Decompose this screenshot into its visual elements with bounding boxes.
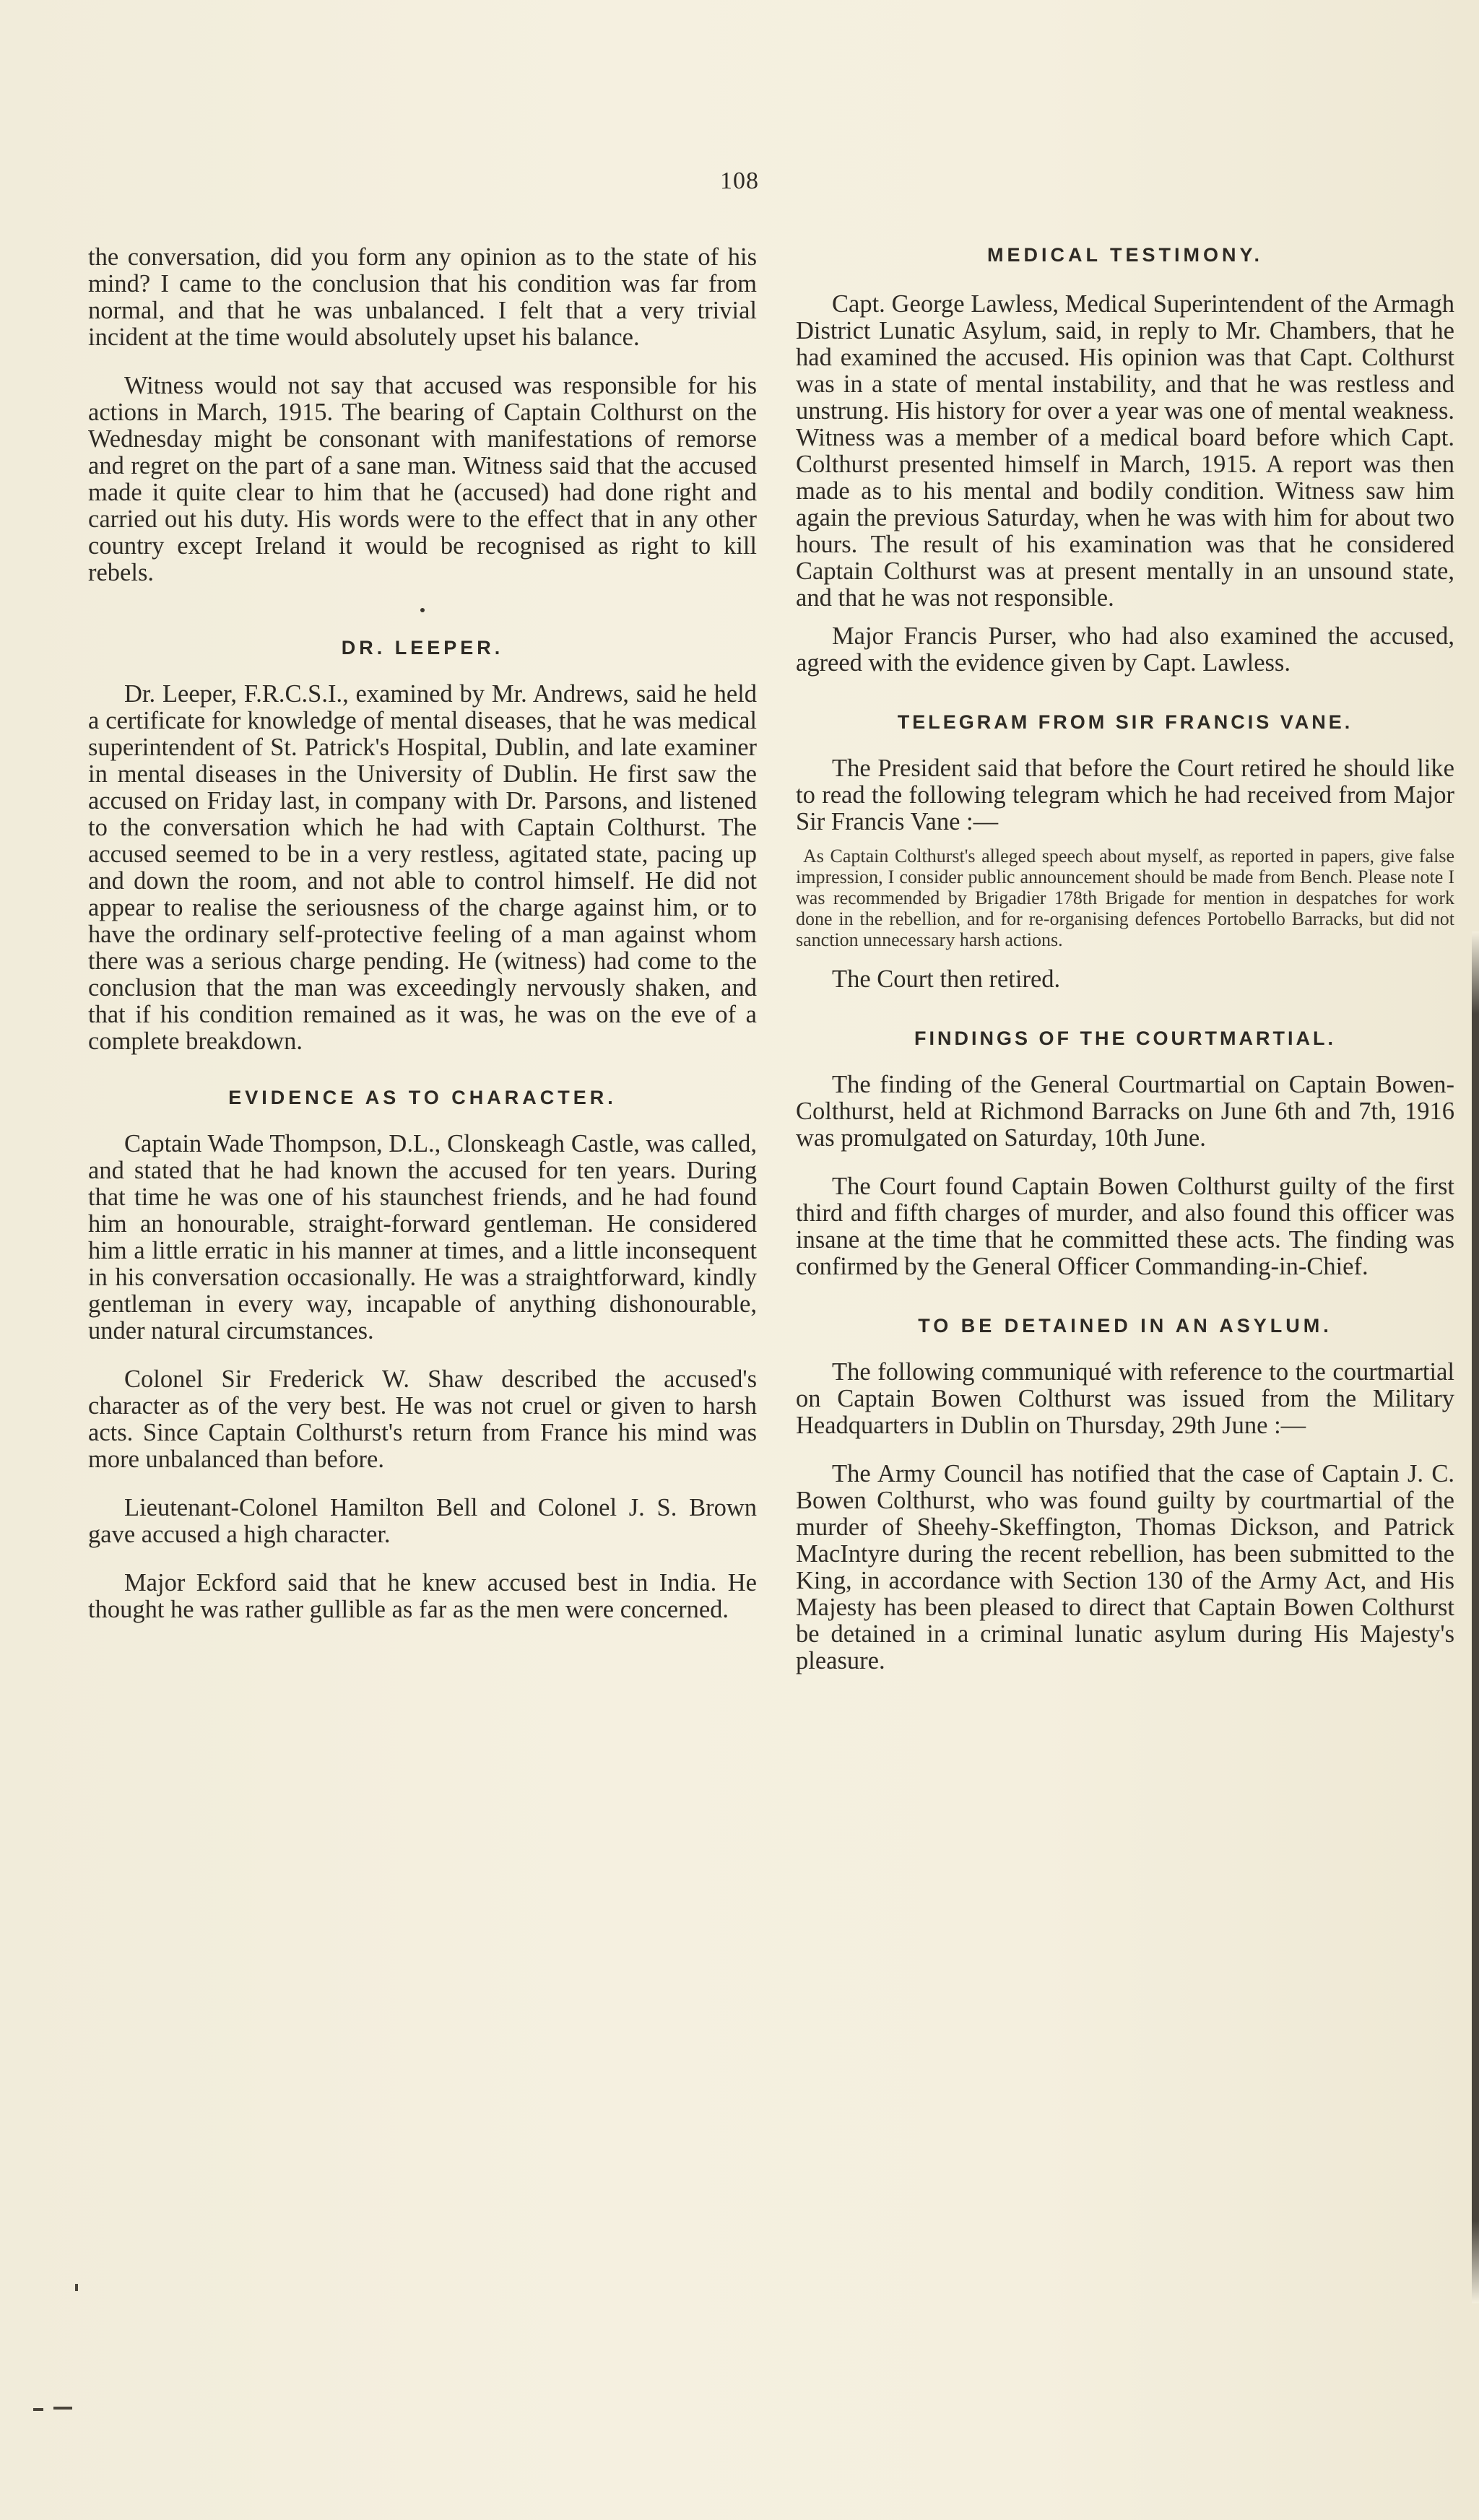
paragraph: The Court then retired.	[832, 965, 1061, 993]
telegram-text: As Captain Colthurst's alleged speech about myself, as reported in papers, give false impression, I consider public announcement should be made from Bench. Please note I was recommended by Brigadier 178th Brigade for mention in despatches for work done in the rebellion, and for re-organising defences Portobello Barracks, but did not sanction unnecessary harsh actions.	[796, 846, 1454, 950]
section-heading-character: EVIDENCE AS TO CHARACTER.	[228, 1087, 617, 1108]
section-heading-findings: FINDINGS OF THE COURTMARTIAL.	[914, 1027, 1336, 1049]
section-heading-medical: MEDICAL TESTIMONY.	[986, 244, 1264, 266]
scan-mark	[53, 2407, 72, 2410]
section-heading-telegram: TELEGRAM FROM SIR FRANCIS VANE.	[897, 711, 1353, 733]
section-heading-dr-leeper: DR. LEEPER.	[341, 637, 504, 659]
paragraph: Capt. George Lawless, Medical Superintendent of the Armagh District Lunatic Asylum, said, in reply to Mr. Chambers, that he had examined the accused. His opinion was that Capt. Colthurst was in a state of mental instability, and that he was restless and unstrung. His history for over a year was one of mental weakness. Witness was a member of a medical board before which Capt. Colthurst presented himself in March, 1915. A report was then made as to his mental and bodily condition. Witness saw him again the previous Saturday, when he was with him for about two hours. The result of his examination was that he considered Captain Colthurst was at present mentally in an unsound state, and that he was not responsible.	[796, 290, 1454, 612]
paragraph: The following communiqué with reference to the courtmartial on Captain Bowen Colthurst was issued from the Military Headquarters in Dublin on Thursday, 29th June :—	[796, 1358, 1454, 1439]
section-heading-asylum: TO BE DETAINED IN AN ASYLUM.	[918, 1315, 1332, 1337]
right-column	[796, 244, 1454, 1696]
scan-mark	[33, 2408, 43, 2411]
paragraph: Colonel Sir Frederick W. Shaw described the accused's character as of the very best. He was not cruel or given to harsh acts. Since Captain Colthurst's return from France his mind was more unbalanced than before.	[88, 1365, 757, 1473]
scan-edge-shadow	[1472, 931, 1479, 2303]
scan-mark	[75, 2284, 78, 2291]
paragraph: Major Eckford said that he knew accused best in India. He thought he was rather gullible as far as the men were concerned.	[88, 1569, 757, 1623]
paragraph: Major Francis Purser, who had also examined the accused, agreed with the evidence given by Capt. Lawless.	[796, 622, 1454, 677]
page-number: 108	[720, 168, 759, 194]
paragraph: The finding of the General Courtmartial on Captain Bowen-Colthurst, held at Richmond Barracks on June 6th and 7th, 1916 was promulgated on Saturday, 10th June.	[796, 1071, 1454, 1152]
section-dot	[420, 608, 425, 612]
paragraph: The Army Council has notified that the case of Captain J. C. Bowen Colthurst, who was found guilty by courtmartial of the murder of Sheehy-Skeffington, Thomas Dickson, and Patrick MacIntyre during the recent rebellion, has been submitted to the King, in accordance with Section 130 of the Army Act, and His Majesty has been pleased to direct that Captain Bowen Colthurst be detained in a criminal lunatic asylum during His Majesty's pleasure.	[796, 1460, 1454, 1674]
paragraph: Dr. Leeper, F.R.C.S.I., examined by Mr. Andrews, said he held a certificate for knowledge of mental diseases, that he was medical superintendent of St. Patrick's Hospital, Dublin, and late examiner in mental diseases in the University of Dublin. He first saw the accused on Friday last, in company with Dr. Parsons, and listened to the conversation which he had with Captain Colthurst. The accused seemed to be in a very restless, agitated state, pacing up and down the room, and not able to control himself. He did not appear to realise the seriousness of the charge against him, or to have the ordinary self-protective feeling of a man against whom there was a serious charge pending. He (witness) had come to the conclusion that the man was exceedingly nervously shaken, and that if his condition remained as it was, he was on the eve of a complete breakdown.	[88, 680, 757, 1055]
paragraph: The President said that before the Court retired he should like to read the following telegram which he had received from Major Sir Francis Vane :—	[796, 755, 1454, 835]
paragraph: Captain Wade Thompson, D.L., Clonskeagh Castle, was called, and stated that he had known the accused for ten years. During that time he was one of his staunchest friends, and he had found him an honourable, straight-forward gentleman. He considered him a little erratic in his manner at times, and a little inconsequent in his conversation occasionally. He was a straightforward, kindly gentleman in every way, incapable of anything dishonourable, under natural circumstances.	[88, 1130, 757, 1344]
left-column	[88, 244, 757, 1645]
paragraph: Witness would not say that accused was responsible for his actions in March, 1915. The bearing of Captain Colthurst on the Wednesday might be consonant with manifestations of remorse and regret on the part of a sane man. Witness said that the accused made it quite clear to him that he (accused) had done right and carried out his duty. His words were to the effect that in any other country except Ireland it would be recognised as right to kill rebels.	[88, 372, 757, 586]
paragraph: The Court found Captain Bowen Colthurst guilty of the first third and fifth charges of murder, and also found this officer was insane at the time that he committed these acts. The finding was confirmed by the General Officer Commanding-in-Chief.	[796, 1173, 1454, 1280]
paragraph: Lieutenant-Colonel Hamilton Bell and Colonel J. S. Brown gave accused a high character.	[88, 1494, 757, 1548]
paragraph: the conversation, did you form any opinion as to the state of his mind? I came to the conclusion that his condition was far from normal, and that he was unbalanced. I felt that a very trivial incident at the time would absolutely upset his balance.	[88, 243, 757, 351]
